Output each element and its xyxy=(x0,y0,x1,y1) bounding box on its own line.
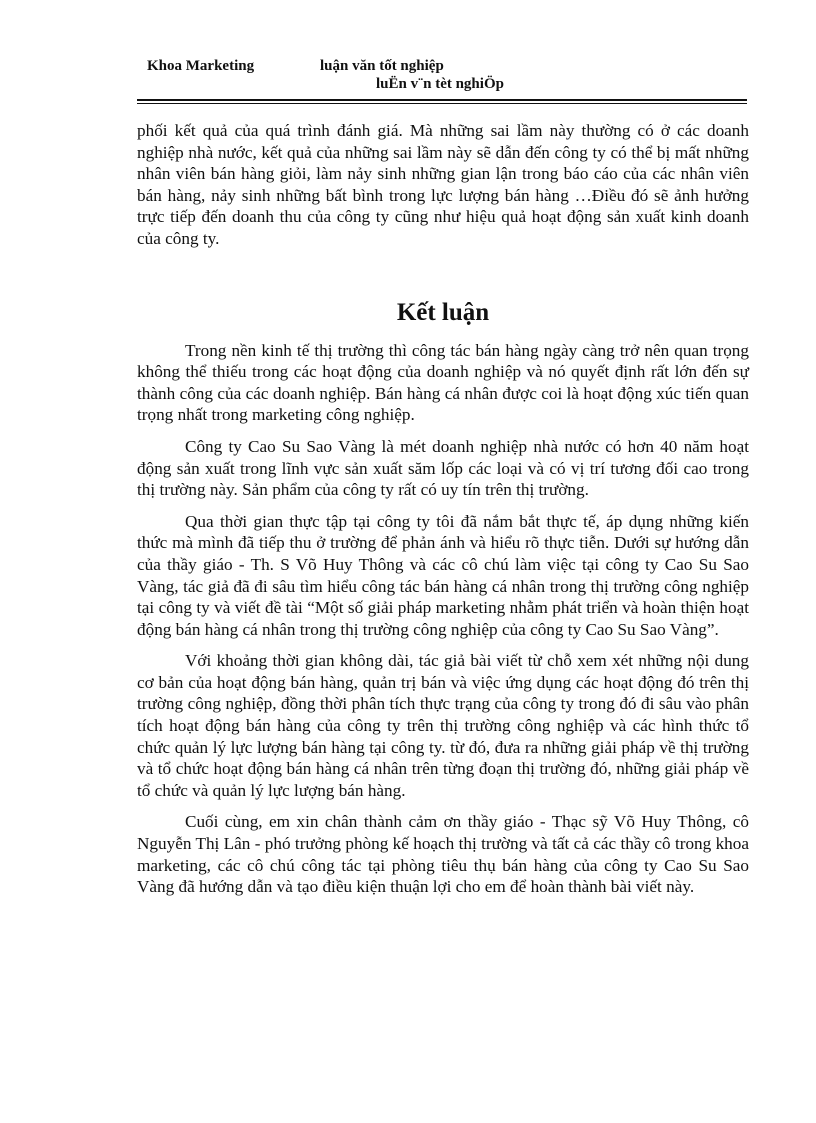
header-title: luận văn tốt nghiệp xyxy=(320,58,444,74)
conclusion-heading: Kết luận xyxy=(396,298,490,326)
document-body xyxy=(137,120,749,898)
conclusion-paragraph-4: Với khoảng thời gian không dài, tác giả bài viết từ chỗ xem xét những nội dung cơ bản của hoạt động bán hàng, quản trị bán và việc ứng dụng các hoạt động đó trên thị trường công nghiệp, đồng thời phân tích thực trạng của công ty trong đó đi sâu vào phân tích hoạt động bán hàng của công ty trên thị trường công nghiệp và các hình thức tổ chức quản lý lực lượng bán hàng tại công ty. từ đó, đưa ra những giải pháp về thị trường và tổ chức hoạt động bán hàng cá nhân trên từng đoạn thị trường đó, những giải pháp về tổ chức và quản lý lực lượng bán hàng. xyxy=(137,651,749,800)
header-department: Khoa Marketing xyxy=(147,58,255,74)
intro-paragraph: phối kết quả của quá trình đánh giá. Mà những sai lầm này thường có ở các doanh nghiệp nhà nước, kết quả của những sai lầm này sẽ dẫn đến công ty có thể bị mất những nhân viên bán hàng giỏi, làm nảy sinh những gian lận trong báo cáo của các nhân viên bán hàng, nảy sinh những bất bình trong lực lượng bán hàng …Điều đó sẽ ảnh hưởng trực tiếp đến doanh thu của công ty cũng như hiệu quả hoạt động sản xuất kinh doanh của công ty. xyxy=(137,121,749,248)
header-rule-thick xyxy=(137,99,747,101)
conclusion-paragraph-1: Trong nền kinh tế thị trường thì công tác bán hàng ngày càng trở nên quan trọng không thể thiếu trong các hoạt động của doanh nghiệp và nó quyết định rất lớn đến sự thành công của các doanh nghiệp. Bán hàng cá nhân được coi là hoạt động xúc tiến quan trọng nhất trong marketing công nghiệp. xyxy=(137,340,749,425)
header-rule-thin xyxy=(137,103,747,104)
header-title-garbled: luËn v¨n tèt nghiÖp xyxy=(376,76,504,92)
conclusion-paragraph-5: Cuối cùng, em xin chân thành cảm ơn thầy giáo - Thạc sỹ Võ Huy Thông, cô Nguyễn Thị Lân - phó trưởng phòng kế hoạch thị trường và tất cả các thầy cô trong khoa marketing, các cô chú công tác tại phòng tiêu thụ bán hàng của công ty Cao Su Sao Vàng đã hướng dẫn và tạo điều kiện thuận lợi cho em để hoàn thành bài viết này. xyxy=(137,812,749,897)
conclusion-paragraph-3: Qua thời gian thực tập tại công ty tôi đã nắm bắt thực tế, áp dụng những kiến thức mà mình đã tiếp thu ở trường để phản ánh và hiểu rõ thực tiễn. Dưới sự hướng dẫn của thầy giáo - Th. S Võ Huy Thông và các cô chú làm việc tại công ty Cao Su Sao Vàng, tác giả đã đi sâu tìm hiểu công tác bán hàng cá nhân trong thị trường công nghiệp tại công ty và viết đề tài “Một số giải pháp marketing nhằm phát triển và hoàn thiện hoạt động bán hàng cá nhân trong thị trường công nghiệp của công ty Cao Su Sao Vàng”. xyxy=(137,511,749,639)
conclusion-paragraph-2: Công ty Cao Su Sao Vàng là mét doanh nghiệp nhà nước có hơn 40 năm hoạt động sản xuất trong lĩnh vực sản xuất săm lốp các loại và có vị trí tương đối cao trong thị trường này. Sản phẩm của công ty rất có uy tín trên thị trường. xyxy=(137,436,749,500)
